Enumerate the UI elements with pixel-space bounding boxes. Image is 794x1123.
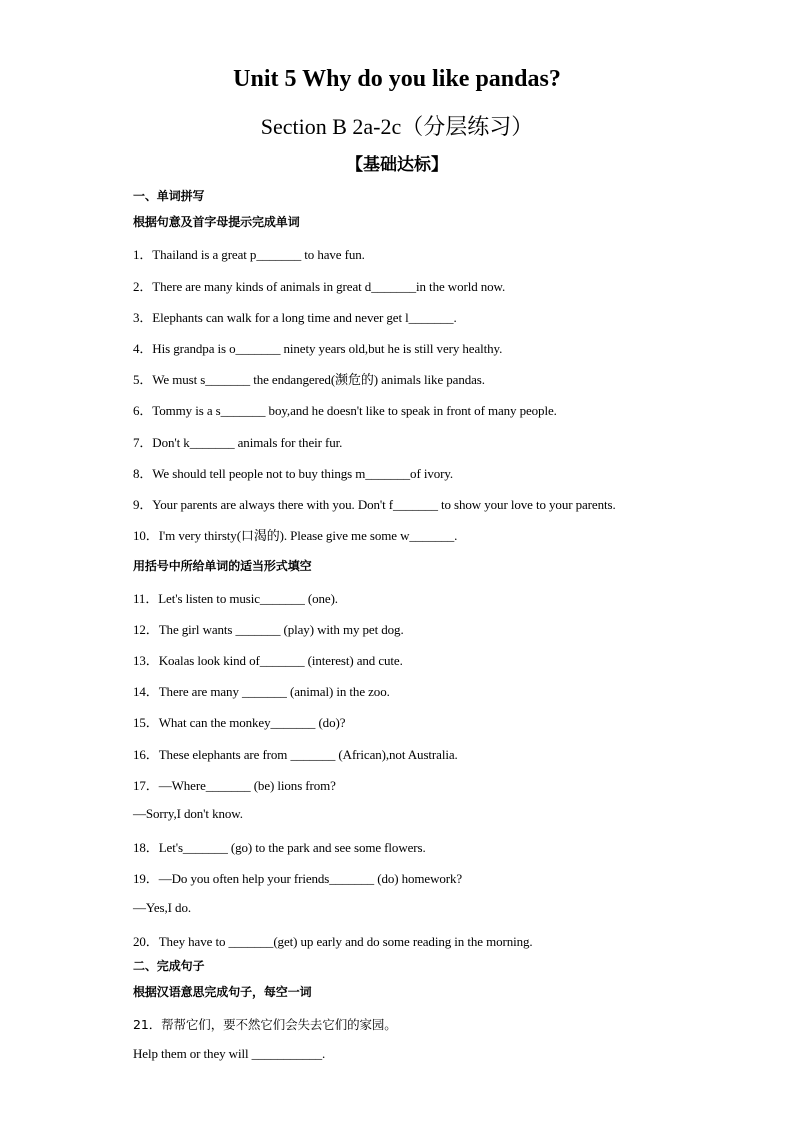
exercise-item-6: 6．Tommy is a s_______ boy,and he doesn't like to speak in front of many people. — [133, 403, 557, 418]
section2-heading: 二、完成句子 — [133, 959, 205, 973]
page-title: Unit 5 Why do you like pandas? — [233, 66, 561, 92]
exercise-item-10: 10．I'm very thirsty(口渴的). Please give me some w_______. — [133, 528, 458, 543]
exercise-item-17-reply: —Sorry,I don't know. — [133, 806, 243, 821]
exercise-item-13: 13．Koalas look kind of_______ (interest) and cute. — [133, 653, 403, 668]
exercise-item-18: 18．Let's_______ (go) to the park and see some flowers. — [133, 840, 426, 855]
exercise-item-19-reply: —Yes,I do. — [133, 900, 191, 915]
exercise-item-2: 2．There are many kinds of animals in great d_______in the world now. — [133, 279, 506, 294]
exercise-item-20: 20．They have to _______(get) up early and do some reading in the morning. — [133, 934, 533, 949]
exercise-item-11: 11．Let's listen to music_______ (one). — [133, 591, 338, 606]
exercise-item-4: 4．His grandpa is o_______ ninety years old,but he is still very healthy. — [133, 341, 503, 356]
exercise-item-21-english: Help them or they will ___________. — [133, 1046, 326, 1061]
section1-instruction-a: 根据句意及首字母提示完成单词 — [133, 215, 300, 229]
exercise-item-15: 15．What can the monkey_______ (do)? — [133, 715, 346, 730]
exercise-item-19: 19．—Do you often help your friends_______ (do) homework? — [133, 871, 463, 886]
exercise-item-9: 9．Your parents are always there with you. Don't f_______ to show your love to your parents. — [133, 497, 616, 512]
exercise-item-16: 16．These elephants are from _______ (African),not Australia. — [133, 747, 458, 762]
section1-heading: 一、单词拼写 — [133, 189, 205, 203]
exercise-item-7: 7．Don't k_______ animals for their fur. — [133, 435, 343, 450]
exercise-item-17: 17．—Where_______ (be) lions from? — [133, 778, 336, 793]
section2-instruction: 根据汉语意思完成句子，每空一词 — [133, 985, 312, 999]
page-subtitle: Section B 2a-2c（分层练习） — [260, 114, 534, 139]
exercise-item-5: 5．We must s_______ the endangered(濒危的) animals like pandas. — [133, 372, 485, 387]
exercise-item-21-chinese: 21．帮帮它们，要不然它们会失去它们的家园。 — [133, 1017, 397, 1032]
exercise-item-14: 14．There are many _______ (animal) in the zoo. — [133, 684, 390, 699]
exercise-item-12: 12．The girl wants _______ (play) with my pet dog. — [133, 622, 404, 637]
exercise-item-1: 1．Thailand is a great p_______ to have fun. — [133, 247, 365, 262]
level-heading: 【基础达标】 — [346, 155, 448, 175]
exercise-item-8: 8．We should tell people not to buy things m_______of ivory. — [133, 466, 454, 481]
section1-instruction-b: 用括号中所给单词的适当形式填空 — [133, 559, 312, 573]
exercise-item-3: 3．Elephants can walk for a long time and never get l_______. — [133, 310, 457, 325]
